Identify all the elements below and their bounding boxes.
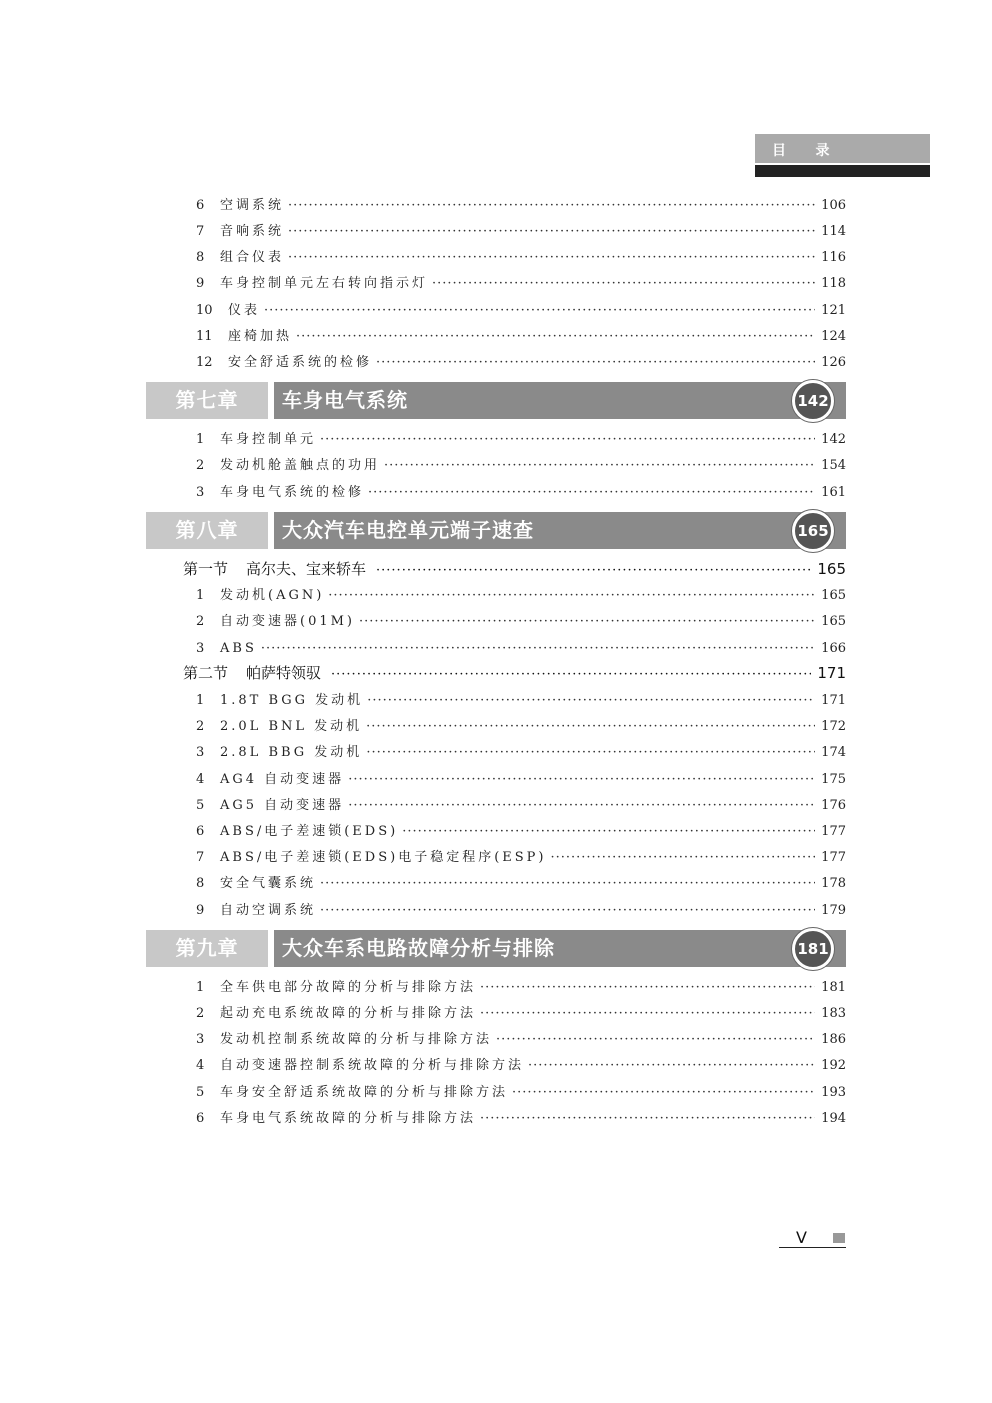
- leader-dots: [480, 978, 815, 998]
- entry-page: 172: [821, 719, 846, 734]
- toc-entry[interactable]: [196, 1030, 846, 1050]
- leader-dots: [402, 822, 815, 842]
- entry-number: 2: [196, 458, 205, 473]
- entry-title: AG4 自动变速器: [220, 772, 345, 787]
- entry-number: 8: [196, 876, 205, 891]
- entry-title: ABS: [220, 641, 257, 656]
- entry-title: 车身安全舒适系统故障的分析与排除方法: [220, 1085, 509, 1100]
- chapter-title: 大众车系电路故障分析与排除: [282, 936, 555, 960]
- entry-page: 177: [821, 824, 846, 839]
- toc-entry[interactable]: [196, 586, 846, 606]
- entry-number: 8: [196, 250, 205, 265]
- entry-page: 193: [821, 1085, 846, 1100]
- entry-page: 161: [821, 485, 846, 500]
- leader-dots: [264, 301, 815, 321]
- entry-title: 车身电气系统故障的分析与排除方法: [220, 1111, 477, 1126]
- leader-dots: [384, 456, 815, 476]
- entry-title: 2.8L BBG 发动机: [220, 745, 363, 760]
- toc-entry[interactable]: [196, 483, 846, 503]
- leader-dots: [376, 560, 811, 582]
- entry-page: 126: [821, 355, 846, 370]
- leader-dots: [550, 848, 815, 868]
- entry-page: 118: [821, 276, 846, 291]
- entry-title: 发动机控制系统故障的分析与排除方法: [220, 1032, 493, 1047]
- entry-number: 7: [196, 850, 205, 865]
- toc-entry[interactable]: [196, 822, 846, 842]
- entry-number: 12: [196, 355, 213, 370]
- leader-dots: [359, 612, 815, 632]
- entry-title: 自动空调系统: [220, 903, 317, 918]
- entry-title: 发动机(AGN): [220, 588, 325, 603]
- entry-number: 2: [196, 614, 205, 629]
- entry-page: 179: [821, 903, 846, 918]
- chapter-page-badge: 165: [792, 510, 834, 552]
- chapter-label: 第八章: [146, 512, 268, 549]
- toc-entry[interactable]: [196, 743, 846, 763]
- chapter-title: 车身电气系统: [282, 388, 408, 412]
- leader-dots: [366, 717, 815, 737]
- leader-dots: [288, 248, 815, 268]
- entry-title: 车身电气系统的检修: [220, 485, 365, 500]
- chapter-banner-7[interactable]: [146, 382, 846, 419]
- entry-title: 安全气囊系统: [220, 876, 317, 891]
- leader-dots: [512, 1083, 815, 1103]
- entry-page: 165: [821, 588, 846, 603]
- toc-entry[interactable]: [196, 196, 846, 216]
- toc-entry[interactable]: [196, 301, 846, 321]
- entry-title: 自动变速器控制系统故障的分析与排除方法: [220, 1058, 525, 1073]
- toc-entry[interactable]: [196, 612, 846, 632]
- entry-number: 5: [196, 1085, 205, 1100]
- footer-line: [779, 1247, 846, 1248]
- entry-number: 6: [196, 1111, 205, 1126]
- toc-entry[interactable]: [196, 874, 846, 894]
- entry-number: 4: [196, 772, 205, 787]
- toc-entry[interactable]: [196, 430, 846, 450]
- entry-page: 116: [821, 250, 846, 265]
- toc-entry[interactable]: [196, 691, 846, 711]
- footer-square: [833, 1233, 845, 1243]
- toc-entry[interactable]: [196, 222, 846, 242]
- leader-dots: [432, 274, 815, 294]
- entry-title: 2.0L BNL 发动机: [220, 719, 363, 734]
- entry-title: 车身控制单元: [220, 432, 317, 447]
- leader-dots: [376, 353, 815, 373]
- entry-page: 183: [821, 1006, 846, 1021]
- entry-page: 181: [821, 980, 846, 995]
- toc-entry[interactable]: [196, 770, 846, 790]
- entry-title: 音响系统: [220, 224, 285, 239]
- entry-title: 组合仪表: [220, 250, 285, 265]
- leader-dots: [328, 586, 815, 606]
- entry-page: 174: [821, 745, 846, 760]
- entry-number: 10: [196, 303, 213, 318]
- chapter-title: 大众汽车电控单元端子速查: [282, 518, 534, 542]
- entry-number: 1: [196, 588, 205, 603]
- entry-number: 11: [196, 329, 213, 344]
- entry-page: 142: [821, 432, 846, 447]
- leader-dots: [320, 874, 815, 894]
- leader-dots: [480, 1004, 815, 1024]
- chapter-page-badge: 142: [792, 380, 834, 422]
- leader-dots: [288, 196, 815, 216]
- entry-title: 起动充电系统故障的分析与排除方法: [220, 1006, 477, 1021]
- entry-title: ABS/电子差速锁(EDS): [220, 824, 399, 839]
- leader-dots: [480, 1109, 815, 1129]
- chapter-banner-8[interactable]: [146, 512, 846, 549]
- entry-title: 座椅加热: [228, 329, 293, 344]
- entry-title: 仪表: [228, 303, 261, 318]
- entry-page: 121: [821, 303, 846, 318]
- entry-title: 全车供电部分故障的分析与排除方法: [220, 980, 477, 995]
- leader-dots: [496, 1030, 815, 1050]
- entry-page: 176: [821, 798, 846, 813]
- section-page: 171: [817, 664, 846, 682]
- toc-entry[interactable]: [196, 274, 846, 294]
- leader-dots: [296, 327, 815, 347]
- entry-page: 154: [821, 458, 846, 473]
- entry-number: 2: [196, 719, 205, 734]
- entry-title: 1.8T BGG 发动机: [220, 693, 364, 708]
- leader-dots: [288, 222, 815, 242]
- entry-page: 186: [821, 1032, 846, 1047]
- entry-title: 空调系统: [220, 198, 285, 213]
- entry-number: 4: [196, 1058, 205, 1073]
- toc-entry[interactable]: [196, 1083, 846, 1103]
- entry-title: 发动机舱盖触点的功用: [220, 458, 381, 473]
- chapter-banner-9[interactable]: [146, 930, 846, 967]
- entry-title: 自动变速器(01M): [220, 614, 355, 629]
- section-title: 高尔夫、宝来轿车: [246, 560, 367, 578]
- leader-dots: [366, 743, 815, 763]
- entry-page: 124: [821, 329, 846, 344]
- section-page: 165: [817, 560, 846, 578]
- entry-page: 165: [821, 614, 846, 629]
- leader-dots: [348, 770, 815, 790]
- entry-number: 6: [196, 198, 205, 213]
- leader-dots: [367, 691, 815, 711]
- leader-dots: [348, 796, 815, 816]
- entry-number: 3: [196, 1032, 205, 1047]
- toc-entry[interactable]: [196, 1056, 846, 1076]
- entry-number: 1: [196, 980, 205, 995]
- entry-number: 3: [196, 485, 205, 500]
- entry-number: 2: [196, 1006, 205, 1021]
- header-title: 目 录: [772, 143, 832, 159]
- entry-number: 6: [196, 824, 205, 839]
- entry-title: 车身控制单元左右转向指示灯: [220, 276, 429, 291]
- page-number: V: [796, 1228, 807, 1247]
- toc-entry[interactable]: [196, 717, 846, 737]
- entry-page: 106: [821, 198, 846, 213]
- entry-title: 安全舒适系统的检修: [228, 355, 373, 370]
- leader-dots: [261, 639, 815, 659]
- leader-dots: [331, 664, 811, 686]
- entry-number: 9: [196, 276, 205, 291]
- toc-entry[interactable]: [196, 248, 846, 268]
- entry-page: 178: [821, 876, 846, 891]
- entry-title: ABS/电子差速锁(EDS)电子稳定程序(ESP): [220, 850, 547, 865]
- chapter-label: 第九章: [146, 930, 268, 967]
- toc-entry[interactable]: [196, 456, 846, 476]
- toc-entry[interactable]: [196, 796, 846, 816]
- entry-page: 166: [821, 641, 846, 656]
- toc-section[interactable]: [183, 558, 846, 580]
- chapter-label: 第七章: [146, 382, 268, 419]
- leader-dots: [368, 483, 815, 503]
- entry-page: 192: [821, 1058, 846, 1073]
- toc-entry[interactable]: [196, 327, 846, 347]
- section-label: 第二节: [183, 664, 229, 682]
- toc-entry[interactable]: [196, 901, 846, 921]
- entry-title: AG5 自动变速器: [220, 798, 345, 813]
- entry-number: 1: [196, 693, 205, 708]
- section-label: 第一节: [183, 560, 229, 578]
- toc-entry[interactable]: [196, 848, 846, 868]
- toc-entry[interactable]: [196, 353, 846, 373]
- entry-page: 194: [821, 1111, 846, 1126]
- entry-page: 171: [821, 693, 846, 708]
- entry-number: 9: [196, 903, 205, 918]
- toc-section[interactable]: [183, 662, 846, 684]
- toc-entry[interactable]: [196, 978, 846, 998]
- leader-dots: [528, 1056, 815, 1076]
- entry-number: 1: [196, 432, 205, 447]
- toc-entry[interactable]: [196, 639, 846, 659]
- entry-page: 177: [821, 850, 846, 865]
- leader-dots: [320, 901, 815, 921]
- entry-page: 114: [821, 224, 846, 239]
- entry-number: 7: [196, 224, 205, 239]
- entry-number: 3: [196, 641, 205, 656]
- chapter-page-badge: 181: [792, 928, 834, 970]
- section-title: 帕萨特领驭: [246, 664, 322, 682]
- header-bar: [755, 165, 930, 177]
- entry-number: 5: [196, 798, 205, 813]
- entry-page: 175: [821, 772, 846, 787]
- toc-entry[interactable]: [196, 1109, 846, 1129]
- leader-dots: [320, 430, 815, 450]
- entry-number: 3: [196, 745, 205, 760]
- toc-entry[interactable]: [196, 1004, 846, 1024]
